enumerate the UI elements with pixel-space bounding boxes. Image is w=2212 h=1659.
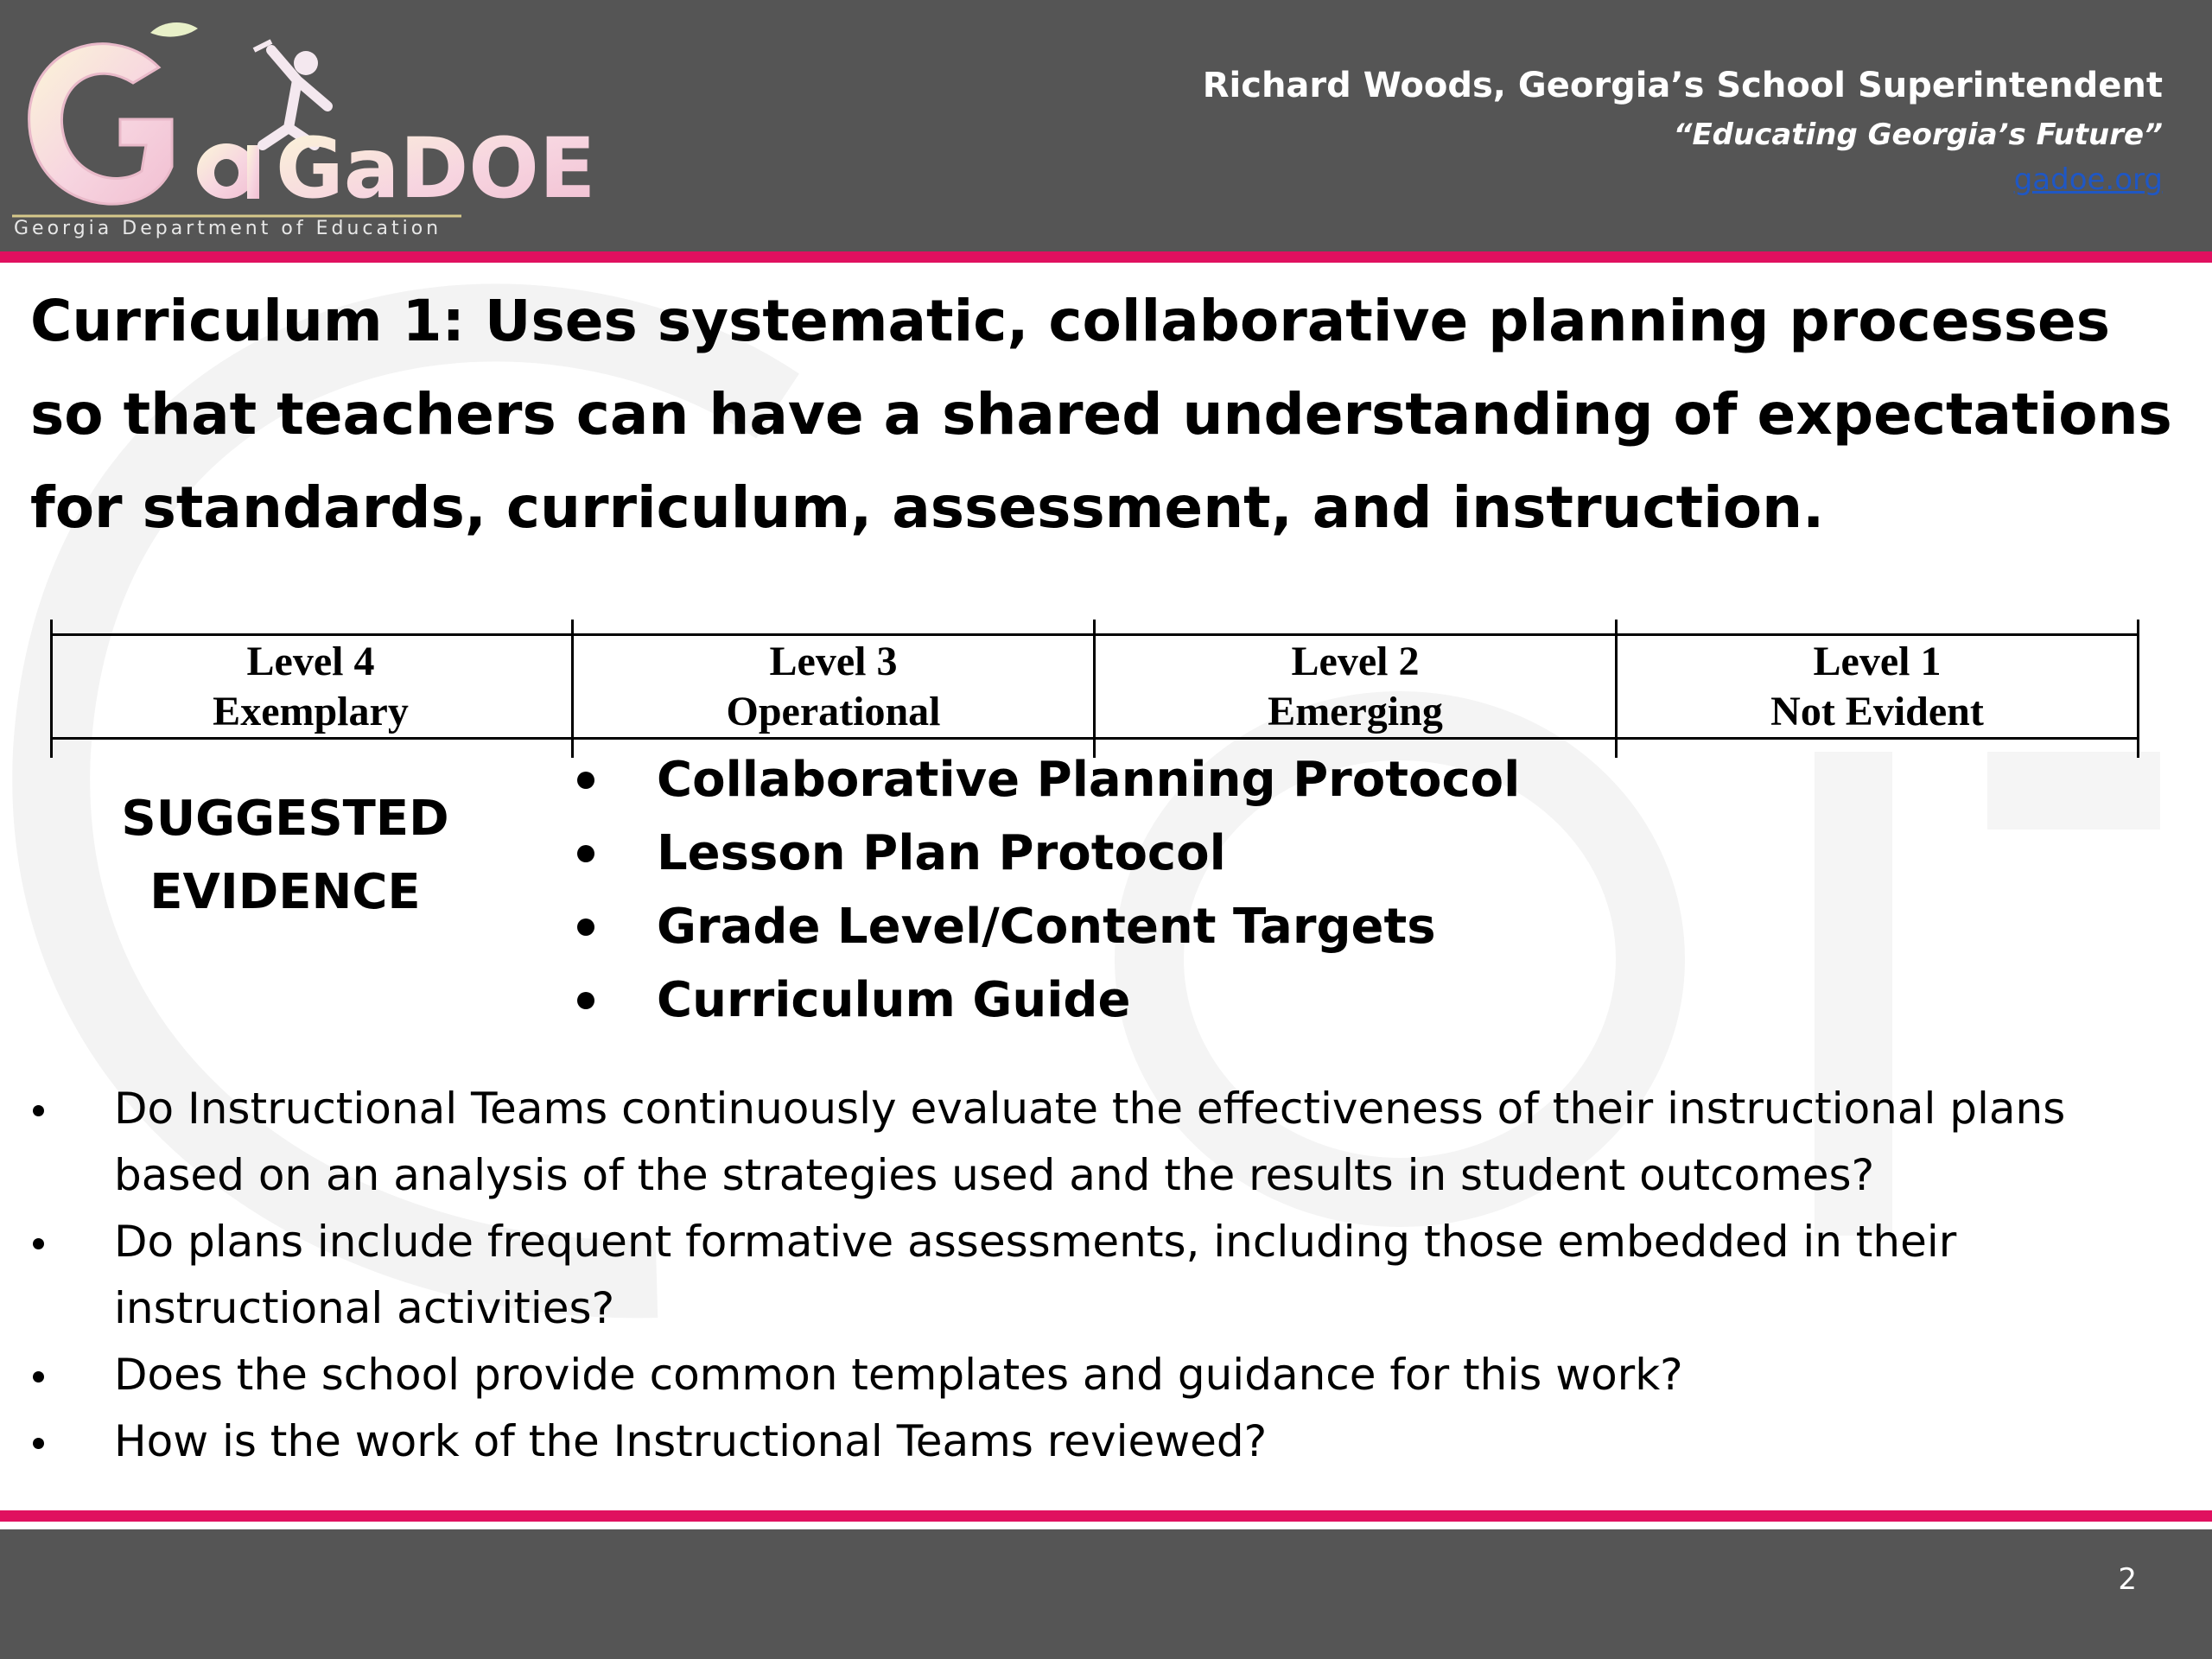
question-item: Do Instructional Teams continuously evaluate the effectiveness of their instructional plans based on an analysis of the strategies used and the results in student outcomes? [26,1076,2186,1209]
logo-text: GaDOE [276,120,596,217]
gadoe-logo [12,16,596,245]
header-info [1203,59,2163,202]
header-bar [0,0,2212,251]
rubric-level-number: Level 1 [1813,639,1942,684]
evidence-item: Lesson Plan Protocol [570,817,1520,890]
rubric-level-label: Operational [726,689,941,734]
rubric-table [50,620,2139,758]
logo-caption: Georgia Department of Education [14,218,442,239]
rubric-level-2 [1095,637,1616,737]
header-motto: “Educating Georgia’s Future” [1673,118,2163,152]
rubric-level-label: Emerging [1268,689,1443,734]
gadoe-link[interactable]: gadoe.org [2013,162,2163,197]
evidence-item: Collaborative Planning Protocol [570,743,1520,817]
rubric-level-number: Level 2 [1291,639,1420,684]
superintendent-name: Richard Woods, Georgia’s School Superintendent [1202,66,2163,105]
question-item: Does the school provide common templates and guidance for this work? [26,1342,2186,1408]
rubric-level-1 [1617,637,2138,737]
rubric-level-4 [50,637,571,737]
evidence-label-line: EVIDENCE [149,864,421,920]
evidence-item: Curriculum Guide [570,963,1520,1037]
evidence-label-line: SUGGESTED [121,791,449,847]
top-divider [0,251,2212,263]
footer-bar [0,1529,2212,1659]
page-number: 2 [2118,1562,2137,1597]
rubric-level-label: Exemplary [213,689,409,734]
slide-title: Curriculum 1: Uses systematic, collaborative planning processes so that teachers can have a shared understanding of expectations for standards, curriculum, assessment, and instruction. [30,288,2172,541]
question-item: Do plans include frequent formative assessments, including those embedded in their instructional activities? [26,1209,2186,1342]
rubric-level-label: Not Evident [1770,689,1984,734]
guiding-questions-list [26,1076,2186,1475]
rubric-level-number: Level 3 [769,639,898,684]
bottom-divider [0,1510,2212,1522]
evidence-item: Grade Level/Content Targets [570,890,1520,963]
suggested-evidence-label [56,782,514,929]
question-item: How is the work of the Instructional Teams reviewed? [26,1408,2186,1475]
rubric-level-3 [573,637,1094,737]
evidence-list [570,743,1520,1037]
rubric-level-number: Level 4 [246,639,375,684]
